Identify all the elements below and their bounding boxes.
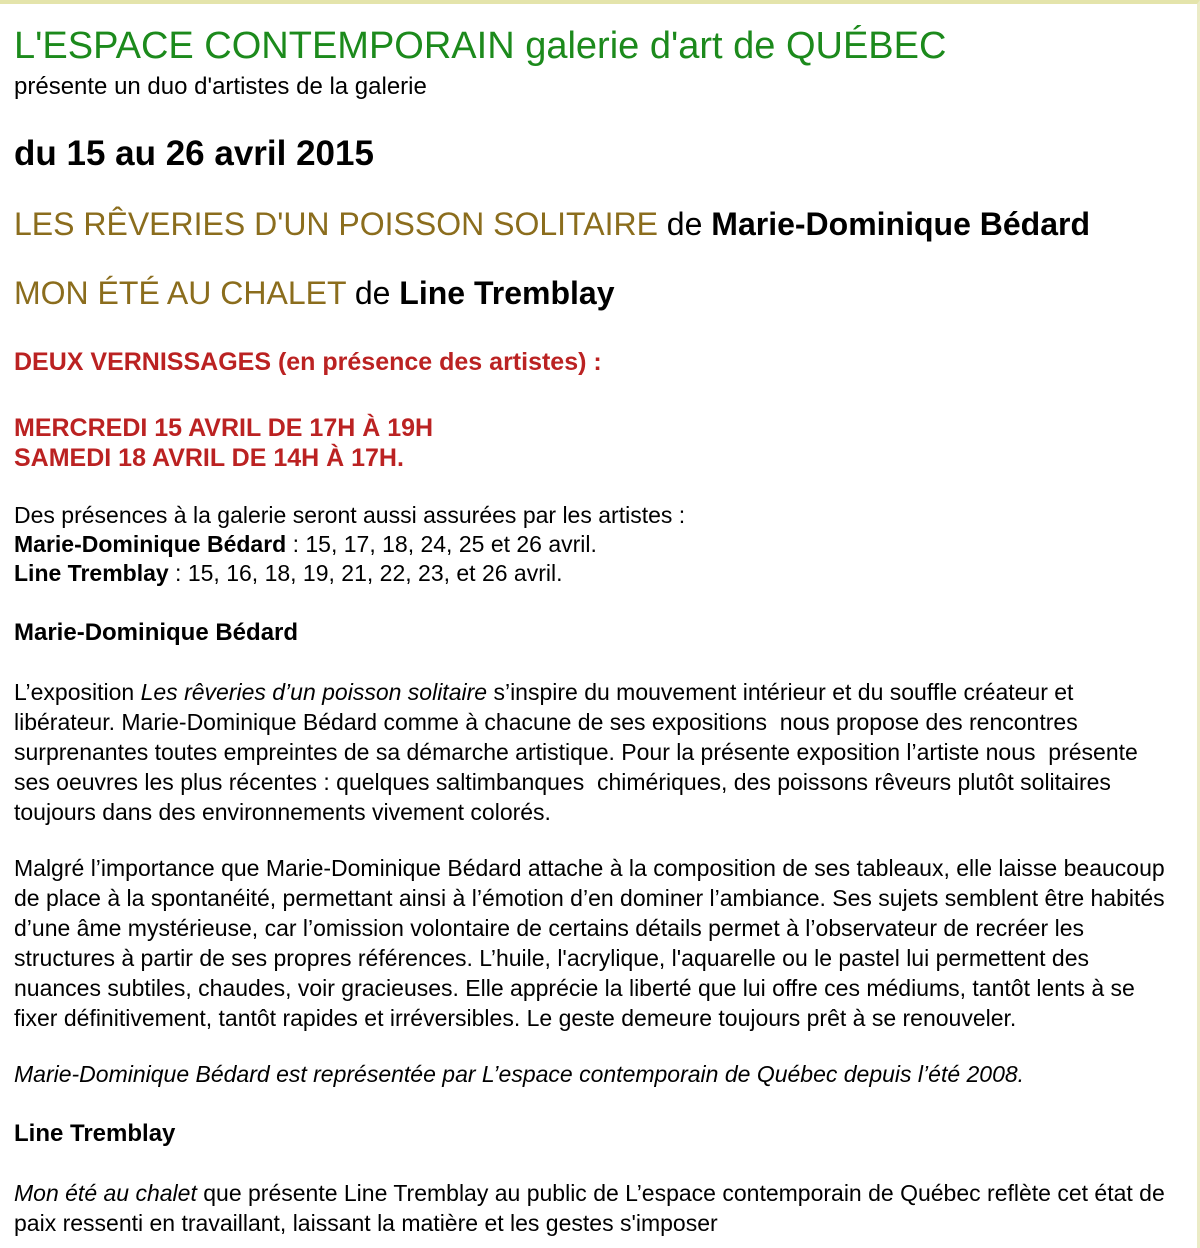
vernissage-date-wednesday: MERCREDI 15 AVRIL DE 17H À 19H [14,414,434,442]
tremblay-paragraph-1 [14,1178,1175,1238]
section-heading-tremblay: Line Tremblay [14,1120,176,1147]
exhibition-line-bedard [14,206,1175,243]
bedard-para1-prefix: L’exposition [14,679,141,705]
bedard-para1-rest: s’inspire du mouvement intérieur et du souffle créateur et libérateur. Marie-Dominique Bédard comme à chacune de ses expositions nous propose des rencontres surprenantes toutes empreintes de sa démarche artistique. Pour la présente exposition l’artiste nous présente ses oeuvres les plus récentes : quelques saltimbanques chimériques, des poissons rêveurs plutôt solitaires toujours dans des environnements vivement colorés. [14,679,1145,825]
page-content [0,4,1197,1238]
vernissage-date-saturday: SAMEDI 18 AVRIL DE 14H À 17H. [14,444,404,472]
section-heading-bedard: Marie-Dominique Bédard [14,619,299,646]
presence-entry-bedard [14,530,1175,559]
presence-dates-bedard: : 15, 17, 18, 24, 25 et 26 avril. [286,531,597,557]
exhibition-connector: de [345,275,400,311]
artist-name-bedard: Marie-Dominique Bédard [711,206,1090,242]
exhibition-title-poisson-solitaire: LES RÊVERIES D'UN POISSON SOLITAIRE [14,206,658,242]
exhibition-title-mon-ete-au-chalet: MON ÉTÉ AU CHALET [14,275,346,311]
presence-name-bedard: Marie-Dominique Bédard [14,531,287,557]
bedard-representation-note: Marie-Dominique Bédard est représentée par L’espace contemporain de Québec depuis l’été 2008. [14,1061,1025,1087]
page-title: L'ESPACE CONTEMPORAIN galerie d'art de QUÉBEC [14,25,947,67]
presences-intro: Des présences à la galerie seront aussi assurées par les artistes : [14,502,686,528]
presence-name-tremblay: Line Tremblay [14,560,169,586]
exhibition-date-range: du 15 au 26 avril 2015 [14,134,374,173]
presence-entry-tremblay [14,559,1175,588]
tremblay-para1-rest: que présente Line Tremblay au public de L’espace contemporain de Québec reflète cet état de paix ressenti en travaillant, laissant la matière et les gestes s'imposer [14,1180,1172,1236]
artist-name-tremblay: Line Tremblay [399,275,615,311]
exhibition-connector: de [657,206,712,242]
bedard-para1-exhibition-title: Les rêveries d’un poisson solitaire [140,679,488,705]
vernissages-dates [14,413,1175,473]
bedard-paragraph-1 [14,677,1175,827]
presence-dates-tremblay: : 15, 16, 18, 19, 21, 22, 23, et 26 avril. [168,560,563,586]
vernissages-heading: DEUX VERNISSAGES (en présence des artistes) : [14,348,602,376]
tremblay-para1-exhibition-title: Mon été au chalet [14,1180,197,1206]
exhibition-line-tremblay [14,275,1175,312]
artist-presences [14,501,1175,588]
page-subtitle: présente un duo d'artistes de la galerie [14,73,427,100]
bedard-paragraph-2: Malgré l’importance que Marie-Dominique Bédard attache à la composition de ses tableaux, elle laisse beaucoup de place à la spontanéité, permettant ainsi à l’émotion d’en dominer l’ambiance. Ses sujets semblent être habités d’une âme mystérieuse, car l’omission volontaire de certains détails permet à l’observateur de recréer les structures à partir de ses propres références. L’huile, l'acrylique, l'aquarelle ou le pastel lui permettent des nuances subtiles, chaudes, voir gracieuses. Elle apprécie la liberté que lui offre ces médiums, tantôt lents à se fixer définitivement, tantôt rapides et irréversibles. Le geste demeure toujours prêt à se renouveler. [14,855,1172,1031]
